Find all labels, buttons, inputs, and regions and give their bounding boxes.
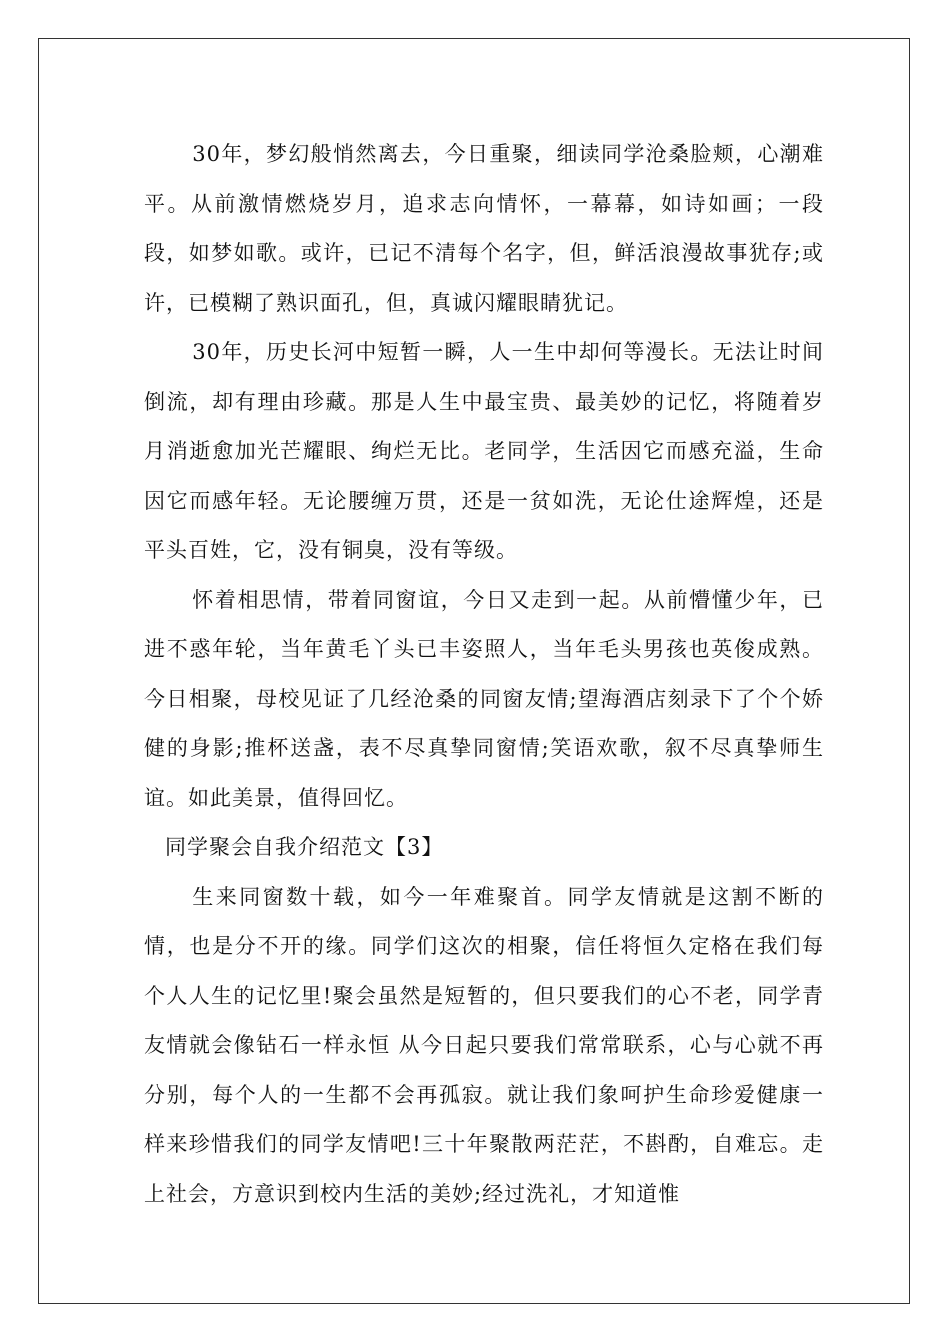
paragraph-2: 30年，历史长河中短暂一瞬，人一生中却何等漫长。无法让时间倒流，却有理由珍藏。那是人生中最宝贵、最美妙的记忆，将随着岁月消逝愈加光芒耀眼、绚烂无比。老同学，生活因它而感充溢，生命因它而感年轻。无论腰缠万贯，还是一贫如洗，无论仕途辉煌，还是平头百姓，它，没有铜臭，没有等级。 <box>144 340 824 562</box>
paragraph-1: 30年，梦幻般悄然离去，今日重聚，细读同学沧桑脸颊，心潮难平。从前激情燃烧岁月，追求志向情怀，一幕幕，如诗如画；一段段，如梦如歌。或许，已记不清每个名字，但，鲜活浪漫故事犹存;或许，已模糊了熟识面孔，但，真诚闪耀眼睛犹记。 <box>144 142 824 315</box>
paragraph-4: 生来同窗数十载，如今一年难聚首。同学友情就是这割不断的情，也是分不开的缘。同学们这次的相聚，信任将恒久定格在我们每个人人生的记忆里!聚会虽然是短暂的，但只要我们的心不老，同学青友情就会像钻石一样永恒 从今日起只要我们常常联系，心与心就不再分别，每个人的一生都不会再孤寂。就让我们象呵护生命珍爱健康一样来珍惜我们的同学友情吧!三十年聚散两茫茫，不斟酌，自难忘。走上社会，方意识到校内生活的美妙;经过洗礼，才知道惟 <box>144 884 824 1206</box>
paragraph-3: 怀着相思情，带着同窗谊，今日又走到一起。从前懵懂少年，已进不惑年轮，当年黄毛丫头已丰姿照人，当年毛头男孩也英俊成熟。今日相聚，母校见证了几经沧桑的同窗友情;望海酒店刻录下了个个娇健的身影;推杯送盏，表不尽真挚同窗情;笑语欢歌，叙不尽真挚师生谊。如此美景，值得回忆。 <box>144 587 824 810</box>
document-body <box>144 130 824 1219</box>
section-heading: 同学聚会自我介绍范文【3】 <box>165 835 444 859</box>
